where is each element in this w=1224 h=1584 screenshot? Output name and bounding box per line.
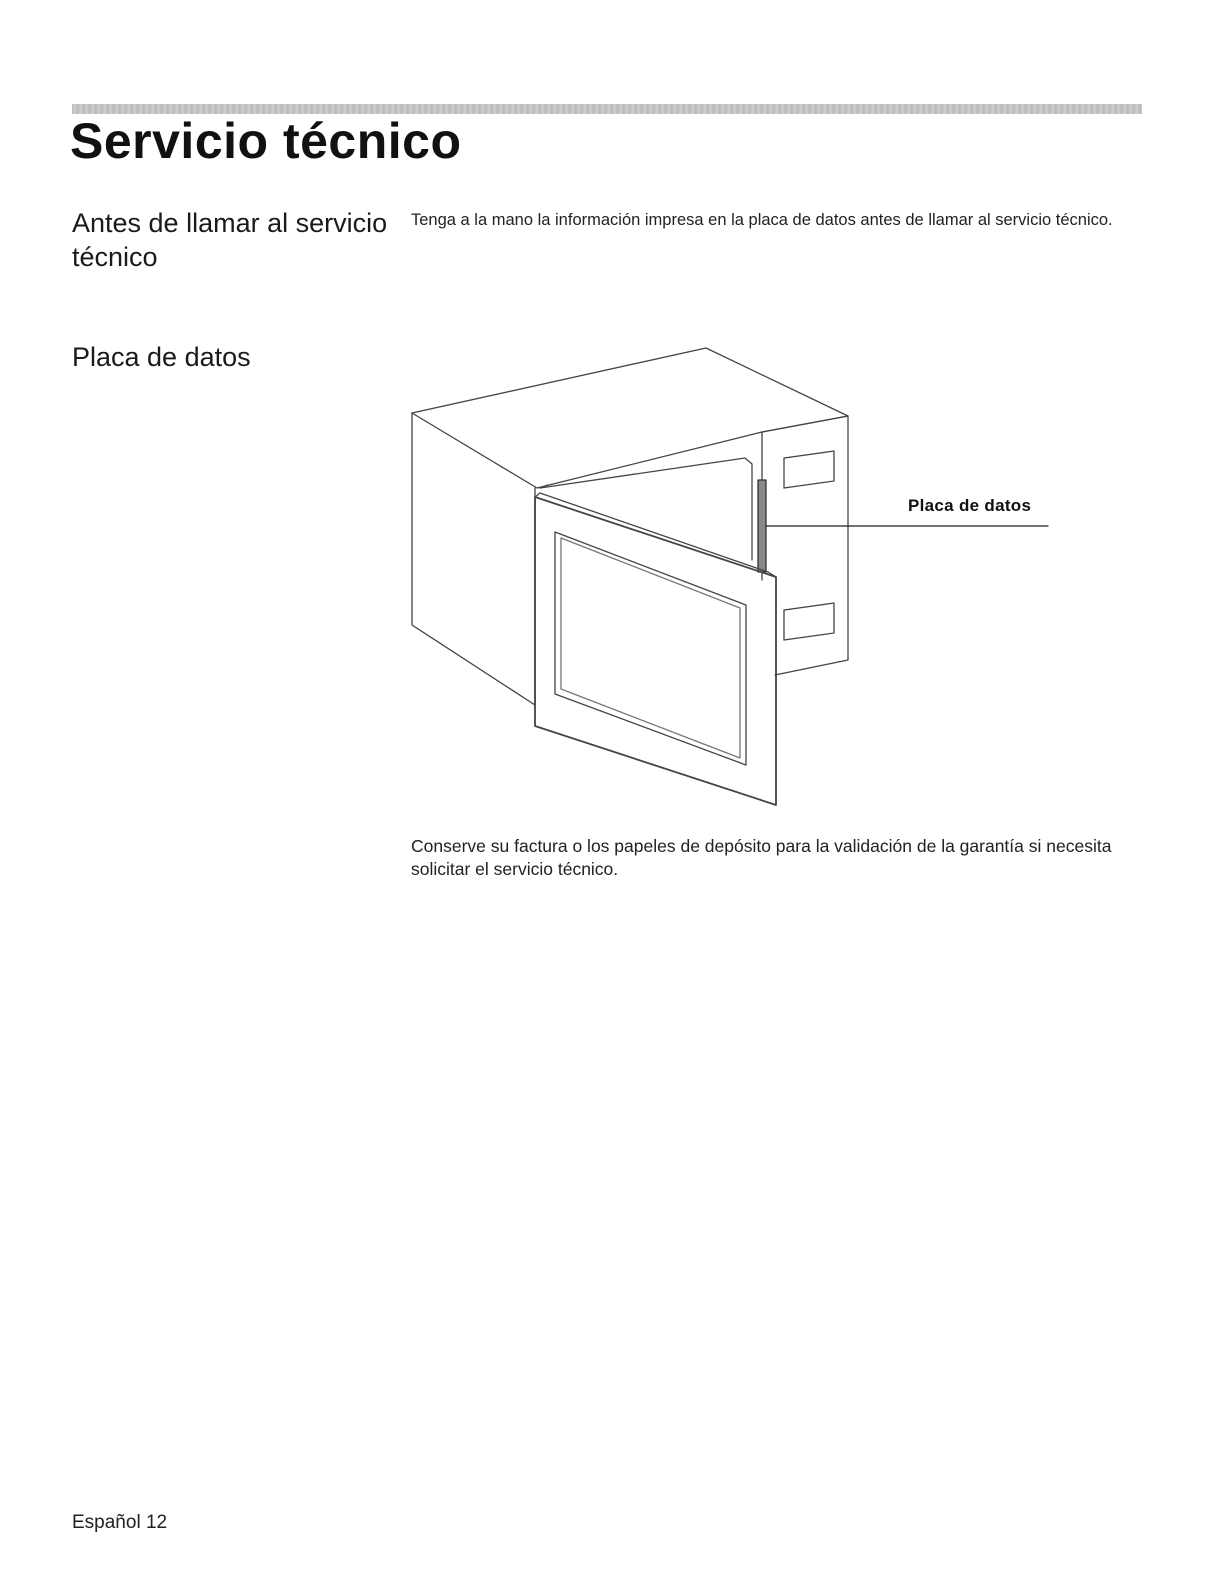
cabinet-top xyxy=(412,348,848,488)
door-window xyxy=(555,532,746,765)
cabinet-left-side xyxy=(412,413,535,705)
panel-window-top xyxy=(784,451,834,488)
section-heading-placa: Placa de datos xyxy=(72,342,251,372)
rating-plate xyxy=(758,480,766,572)
figure-callout-label: Placa de datos xyxy=(908,496,1032,515)
section-text-antes: Tenga a la mano la información impresa en la placa de datos antes de llamar al servicio técnico. xyxy=(411,211,1113,229)
page-footer: Español 12 xyxy=(72,1512,168,1533)
section-text-placa: Conserve su factura o los papeles de depósito para la validación de la garantía si necesita solicitar el servicio técnico. xyxy=(411,836,1112,879)
microwave-illustration xyxy=(400,340,1100,810)
panel-window-bottom xyxy=(784,603,834,640)
page-title: Servicio técnico xyxy=(70,113,462,169)
section-heading-antes: Antes de llamar al servicio técnico xyxy=(72,208,388,272)
